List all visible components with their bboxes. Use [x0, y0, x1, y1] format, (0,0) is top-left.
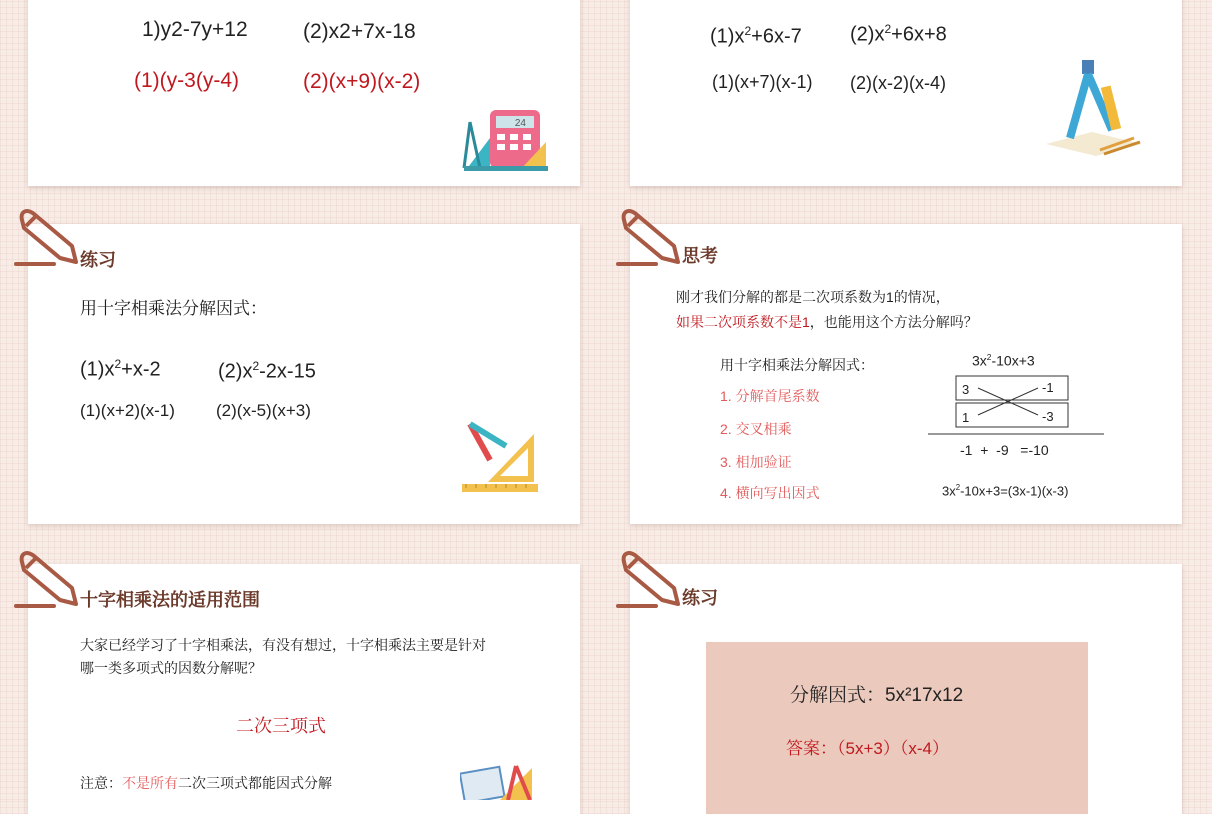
slide-4[interactable]: [630, 224, 1182, 524]
pencil-logo-icon: [616, 548, 684, 610]
pencil-logo-icon: [616, 206, 684, 268]
calculator-icon: [460, 108, 552, 172]
step-3: 3. 相加验证: [720, 454, 792, 470]
slide-title: 练习: [80, 250, 116, 270]
slide-title: 练习: [682, 588, 718, 608]
question-1: 1)y2-7y+12: [142, 18, 248, 41]
slide-title: 思考: [682, 246, 718, 266]
question-2: $(2)x^2+6x+8$: [850, 22, 947, 46]
answer-2: (2)(x-2)(x-4): [850, 73, 946, 93]
expression: $3x^2-10x+3$: [972, 352, 1035, 369]
step-4: 4. 横向写出因式: [720, 485, 820, 501]
pencil-logo-icon: [14, 206, 82, 268]
paragraph-line-1: 大家已经学习了十字相乘法，有没有想过，十字相乘法主要是针对: [80, 637, 486, 653]
question-1: $(1)x^2+x-2$: [80, 357, 161, 381]
question-2: (2)x2+7x-18: [303, 20, 416, 43]
result: $3x^2-10x+3=(3x-1)(x-3)$: [942, 483, 1069, 499]
answer-2: (2)(x+9)(x-2): [303, 70, 421, 93]
slide-5[interactable]: [28, 564, 580, 814]
compass-ruler-icon: [460, 420, 540, 496]
calculator-display: 24: [514, 118, 526, 129]
compass-icon: [1042, 58, 1146, 162]
answer-1: (1)(x+7)(x-1): [712, 72, 813, 92]
slide-3[interactable]: [28, 224, 580, 524]
question-2: $(2)x^2-2x-15$: [218, 359, 316, 383]
cross-bottom-left: 1: [962, 410, 970, 425]
slide-1[interactable]: [28, 0, 580, 186]
method-title: 用十字相乘法分解因式：: [720, 357, 874, 373]
question-1: $(1)x^2+6x-7$: [710, 24, 802, 48]
answer-1: (1)(x+2)(x-1): [80, 401, 175, 420]
paragraph-line-2: 哪一类多项式的因数分解呢？: [80, 660, 262, 676]
exercise-box: [706, 642, 1088, 814]
problem-text: 分解因式：5x²17x12: [790, 685, 964, 706]
pencil-logo-icon: [14, 548, 82, 610]
intro-line-2: 如果二次项系数不是1，也能用这个方法分解吗？: [676, 314, 978, 330]
cross-bottom-right: -3: [1042, 409, 1054, 424]
books-ruler-icon: [460, 764, 542, 800]
slide-6[interactable]: [630, 564, 1182, 814]
answer-2: (2)(x-5)(x+3): [216, 401, 311, 420]
step-2: 2. 交叉相乘: [720, 421, 792, 437]
sum-check: -1 + -9 =-10: [960, 442, 1049, 458]
step-1: 1. 分解首尾系数: [720, 388, 820, 404]
slide-2[interactable]: [630, 0, 1182, 186]
slide-title: 十字相乘法的适用范围: [80, 590, 260, 610]
answer-text: 答案：（5x+3）（x-4）: [786, 739, 949, 758]
answer-1: (1)(y-3(y-4): [134, 69, 239, 92]
cross-top-left: 3: [962, 382, 970, 397]
intro-line-1: 刚才我们分解的都是二次项系数为1的情况，: [676, 289, 950, 305]
cross-diagram: [926, 374, 1106, 438]
prompt-text: 用十字相乘法分解因式：: [80, 299, 267, 318]
note-text: 注意：不是所有二次三项式都能因式分解: [80, 775, 332, 791]
cross-top-right: -1: [1042, 380, 1054, 395]
answer-text: 二次三项式: [236, 716, 326, 736]
